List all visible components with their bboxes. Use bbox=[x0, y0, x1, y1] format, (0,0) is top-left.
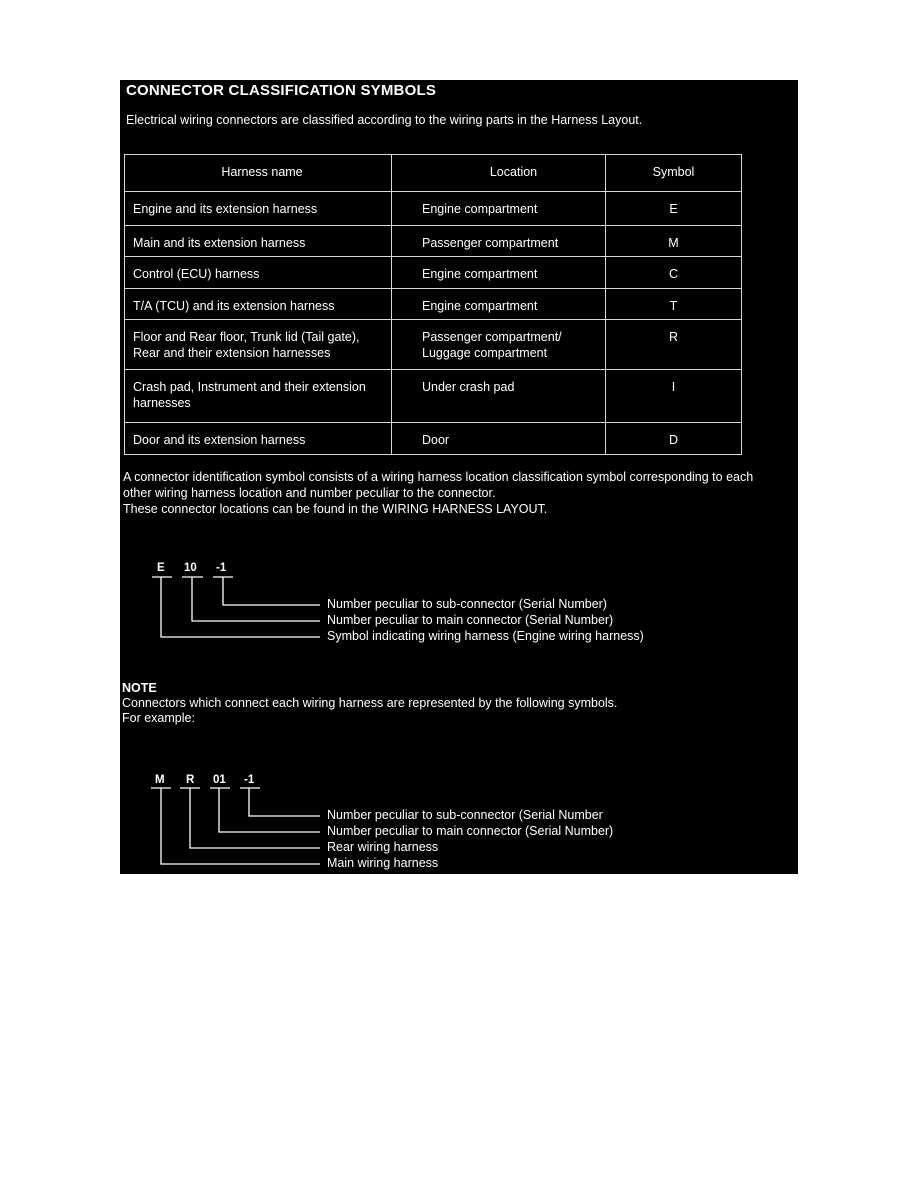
note-line: Connectors which connect each wiring harness are represented by the following symbols. bbox=[122, 696, 618, 710]
note-line: For example: bbox=[122, 711, 195, 725]
symbol-cell: E bbox=[606, 192, 742, 226]
header-harness-name: Harness name bbox=[125, 155, 392, 192]
label-main-connector: Number peculiar to main connector (Serial Number) bbox=[327, 613, 614, 627]
location-cell: Passenger compartment/ Luggage compartment bbox=[392, 320, 606, 370]
label-sub-connector: Number peculiar to sub-connector (Serial Number bbox=[327, 808, 603, 822]
location-cell: Engine compartment bbox=[392, 289, 606, 320]
label-harness-symbol: Symbol indicating wiring harness (Engine wiring harness) bbox=[327, 629, 644, 643]
code-main-number: 10 bbox=[184, 562, 197, 574]
harness-name-cell: Floor and Rear floor, Trunk lid (Tail gate), Rear and their extension harnesses bbox=[125, 320, 392, 370]
label-main-harness: Main wiring harness bbox=[327, 856, 439, 870]
location-cell: Engine compartment bbox=[392, 192, 606, 226]
symbol-cell: D bbox=[606, 423, 742, 455]
symbol-cell: C bbox=[606, 257, 742, 289]
code-sub-number: -1 bbox=[216, 562, 227, 574]
harness-name-cell: T/A (TCU) and its extension harness bbox=[125, 289, 392, 320]
header-symbol: Symbol bbox=[606, 155, 742, 192]
page-title: CONNECTOR CLASSIFICATION SYMBOLS bbox=[126, 82, 437, 99]
location-cell: Engine compartment bbox=[392, 257, 606, 289]
code-symbol-rear: R bbox=[186, 774, 195, 786]
paragraph-line: A connector identification symbol consists of a wiring harness location classification symbol corresponding to each bbox=[123, 470, 754, 484]
paragraph-line: These connector locations can be found in the WIRING HARNESS LAYOUT. bbox=[123, 502, 548, 516]
harness-name-cell: Main and its extension harness bbox=[125, 226, 392, 257]
label-rear-harness: Rear wiring harness bbox=[327, 840, 439, 854]
harness-name-cell: Engine and its extension harness bbox=[125, 192, 392, 226]
paragraph-line: other wiring harness location and number peculiar to the connector. bbox=[123, 486, 496, 500]
note-heading: NOTE bbox=[122, 681, 157, 695]
harness-name-cell: Control (ECU) harness bbox=[125, 257, 392, 289]
symbol-cell: R bbox=[606, 320, 742, 370]
code-sub-number: -1 bbox=[244, 774, 255, 786]
label-sub-connector: Number peculiar to sub-connector (Serial Number) bbox=[327, 597, 607, 611]
harness-name-cell: Door and its extension harness bbox=[125, 423, 392, 455]
example2-leader-lines bbox=[120, 80, 798, 874]
code-symbol-main: M bbox=[155, 774, 165, 786]
document-panel bbox=[120, 80, 798, 874]
code-main-number: 01 bbox=[213, 774, 226, 786]
location-cell: Door bbox=[392, 423, 606, 455]
symbol-cell: M bbox=[606, 226, 742, 257]
header-location: Location bbox=[392, 155, 606, 192]
label-main-connector: Number peculiar to main connector (Serial Number) bbox=[327, 824, 614, 838]
code-symbol: E bbox=[157, 562, 165, 574]
location-cell: Passenger compartment bbox=[392, 226, 606, 257]
intro-text: Electrical wiring connectors are classified according to the wiring parts in the Harness Layout. bbox=[126, 113, 643, 127]
symbol-cell: T bbox=[606, 289, 742, 320]
symbol-cell: I bbox=[606, 370, 742, 423]
harness-name-cell: Crash pad, Instrument and their extension harnesses bbox=[125, 370, 392, 423]
location-cell: Under crash pad bbox=[392, 370, 606, 423]
